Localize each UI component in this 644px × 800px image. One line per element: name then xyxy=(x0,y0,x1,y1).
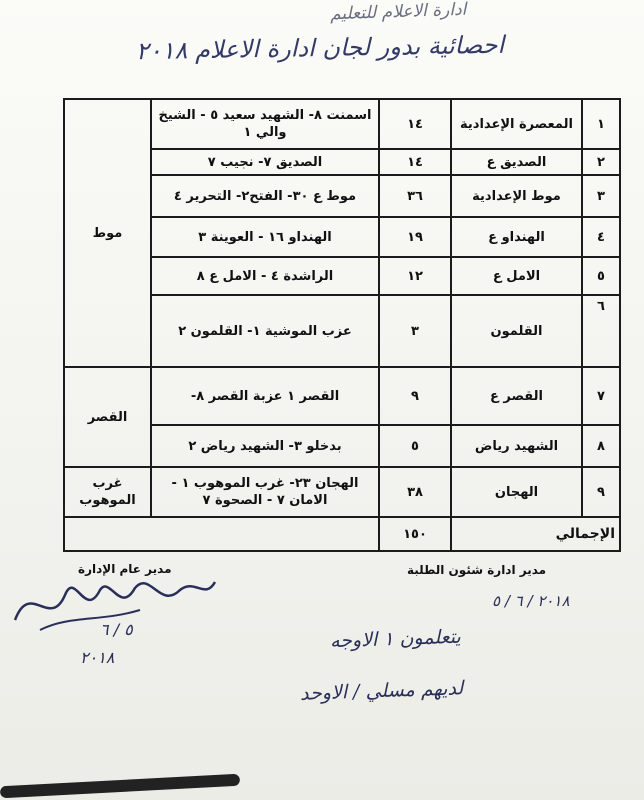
count-cell: ٣٨ xyxy=(379,467,451,517)
general-director-signature-date: ٥ / ٦ xyxy=(100,620,133,639)
areas-cell: الهجان ٢٣- غرب الموهوب ١ - الامان ٧ - الصحوة ٧ xyxy=(151,467,379,517)
count-cell: ١٩ xyxy=(379,217,451,257)
total-empty xyxy=(64,517,379,551)
handwritten-header: ادارة الاعلام للتعليم xyxy=(329,0,467,25)
scan-edge-mark xyxy=(0,774,240,799)
areas-cell: بدخلو ٣- الشهيد رياض ٢ xyxy=(151,425,379,467)
school-name: الهنداو ع xyxy=(451,217,582,257)
count-cell: ٥ xyxy=(379,425,451,467)
region-qasr: القصر xyxy=(64,367,151,467)
areas-cell: عزب الموشية ١- القلمون ٢ xyxy=(151,295,379,367)
school-name: القلمون xyxy=(451,295,582,367)
areas-cell: الراشدة ٤ - الامل ع ٨ xyxy=(151,257,379,295)
count-cell: ١٤ xyxy=(379,99,451,149)
count-cell: ٣ xyxy=(379,295,451,367)
row-number: ٥ xyxy=(582,257,620,295)
school-name: الصديق ع xyxy=(451,149,582,175)
student-affairs-signature-date: ٢٠١٨ / ٦ / ٥ xyxy=(492,592,570,610)
total-row xyxy=(64,517,620,551)
table-row xyxy=(64,467,620,517)
count-cell: ١٤ xyxy=(379,149,451,175)
count-cell: ١٢ xyxy=(379,257,451,295)
table-row xyxy=(64,99,620,149)
row-number: ٤ xyxy=(582,217,620,257)
region-mut: موط xyxy=(64,99,151,367)
areas-cell: موط ع ٣٠- الفتح٢- التحرير ٤ xyxy=(151,175,379,217)
count-cell: ٣٦ xyxy=(379,175,451,217)
total-label: الإجمالي xyxy=(451,517,620,551)
areas-cell: اسمنت ٨- الشهيد سعيد ٥ - الشيخ والي ١ xyxy=(151,99,379,149)
row-number: ٧ xyxy=(582,367,620,425)
statistics-table xyxy=(63,98,621,552)
areas-cell: القصر ١ عزبة القصر ٨- xyxy=(151,367,379,425)
handwritten-note: لديهم مسلي / الاوحد xyxy=(299,677,464,705)
region-gharb: غرب الموهوب xyxy=(64,467,151,517)
school-name: الشهيد رياض xyxy=(451,425,582,467)
handwritten-title: احصائية بدور لجان ادارة الاعلام ٢٠١٨ xyxy=(135,30,505,66)
areas-cell: الصديق ٧- نجيب ٧ xyxy=(151,149,379,175)
row-number: ١ xyxy=(582,99,620,149)
school-name: الامل ع xyxy=(451,257,582,295)
row-number: ٢ xyxy=(582,149,620,175)
handwritten-note: يتعلمون ١ الاوجه xyxy=(329,625,462,653)
school-name: موط الإعدادية xyxy=(451,175,582,217)
school-name: الهجان xyxy=(451,467,582,517)
total-value: ١٥٠ xyxy=(379,517,451,551)
areas-cell: الهنداو ١٦ - العوينة ٣ xyxy=(151,217,379,257)
row-number: ٨ xyxy=(582,425,620,467)
table-row xyxy=(64,367,620,425)
count-cell: ٩ xyxy=(379,367,451,425)
school-name: المعصرة الإعدادية xyxy=(451,99,582,149)
student-affairs-signature-title: مدير ادارة شئون الطلبة xyxy=(407,563,547,577)
school-name: القصر ع xyxy=(451,367,582,425)
general-director-signature-title: مدير عام الإدارة xyxy=(78,562,172,576)
row-number: ٩ xyxy=(582,467,620,517)
row-number: ٦ xyxy=(582,295,620,367)
row-number: ٣ xyxy=(582,175,620,217)
general-director-signature-year: ٢٠١٨ xyxy=(80,648,115,667)
